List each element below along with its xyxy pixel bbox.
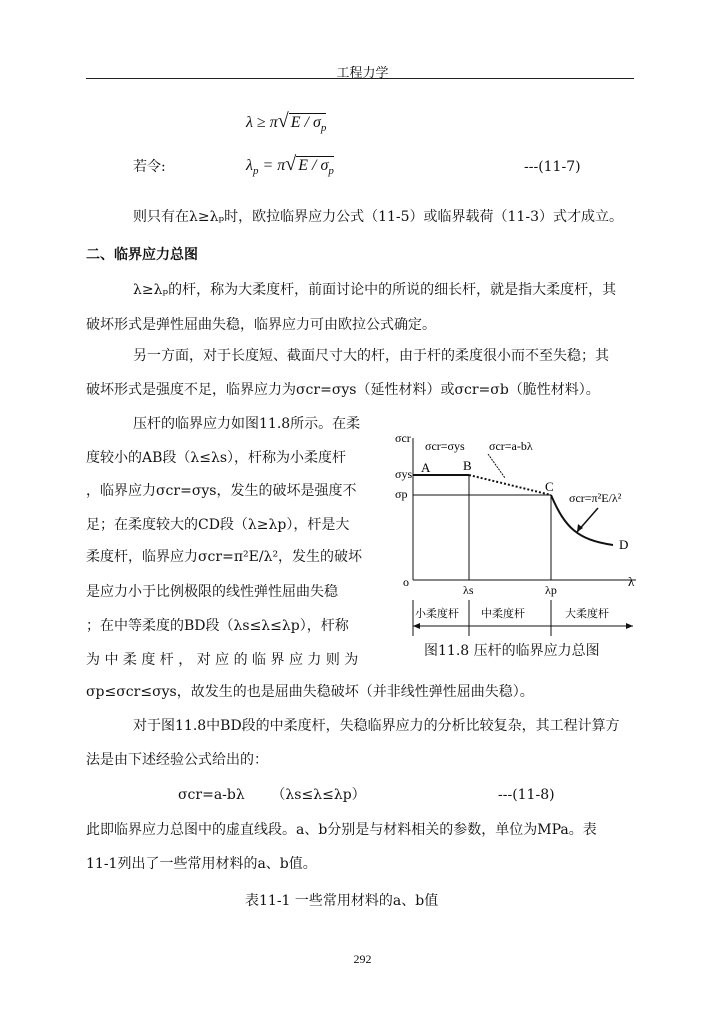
arrow-ab-label (488, 454, 505, 478)
label-sigma-ys: σcr=σys (425, 439, 465, 453)
point-c-label: C (545, 479, 554, 494)
paragraph-1-line-2: 破坏形式是弹性屈曲失稳，临界应力可由欧拉公式确定。 (86, 317, 436, 333)
section-heading: 二、临界应力总图 (86, 247, 198, 263)
formula-radicand: E / $\sigma_p$ (298, 157, 334, 178)
equation-11-8: σcr=a-bλ （λs≤λ≤λp） (178, 787, 366, 803)
bc-dotted-line (469, 475, 551, 495)
label-euler: σcr=π²E/λ² (569, 491, 622, 505)
region-large-label: 大柔度杆 (565, 607, 609, 620)
paragraph-3-line-6: 是应力小于比例极限的线性弹性屈曲失稳 (86, 584, 338, 600)
formula-lhs: λ ≥ π (246, 114, 278, 131)
region-arrowhead-left (413, 623, 420, 629)
point-a-label: A (421, 460, 431, 475)
equation-number-11-7: ---(11-7) (524, 159, 581, 175)
formula-radicand: E / $\sigma_p$ (290, 114, 327, 135)
point-b-label: B (463, 458, 472, 473)
lambda-p-label: λp (545, 583, 557, 597)
paragraph-4-line-1: 对于图11.8中BD段的中柔度杆，失稳临界应力的分析比较复杂，其工程计算方 (133, 718, 620, 734)
lambda-s-label: λs (463, 583, 474, 597)
paragraph-2-line-1: 另一方面，对于长度短、截面尺寸大的杆，由于杆的柔度很小而不至失稳；其 (133, 348, 609, 364)
x-axis-label: λ (628, 574, 635, 589)
paragraph-5-line-1: 此即临界应力总图中的虚直线段。a、b分别是与材料相关的参数，单位为MPa。表 (86, 822, 597, 838)
condition-sentence: 则只有在λ≥λₚ时，欧拉临界应力公式（11-5）或临界载荷（11-3）式才成立。 (133, 209, 623, 225)
paragraph-3-line-7: ；在中等柔度的BD段（λs≤λ≤λp），杆称 (86, 618, 349, 634)
paragraph-2-line-2: 破坏形式是强度不足，临界应力为σcr=σys（延性材料）或σcr=σb（脆性材料）。 (86, 382, 600, 398)
paragraph-5-line-2: 11-1列出了一些常用材料的a、b值。 (86, 856, 317, 872)
paragraph-3-line-5: 柔度杆，临界应力σcr=π²E/λ²，发生的破坏 (86, 549, 363, 565)
paragraph-3-line-3: ，临界应力σcr=σys，发生的破坏是强度不 (86, 483, 357, 499)
formula-lambda-inequality: λ ≥ π√ E / $\sigma_p$ (246, 110, 327, 135)
paragraph-1-line-1: λ≥λₚ的杆，称为大柔度杆，前面讨论中的所说的细长杆，就是指大柔度杆，其 (133, 282, 617, 298)
region-small-label: 小柔度杆 (415, 607, 459, 620)
critical-stress-diagram (393, 428, 643, 668)
paragraph-3-line-1: 压杆的临界应力如图11.8所示。在柔 (133, 416, 361, 432)
page-number: 292 (353, 952, 372, 966)
paragraph-3-line-2: 度较小的AB段（λ≤λs），杆称为小柔度杆 (86, 450, 347, 466)
ruoling-label: 若令: (133, 159, 166, 175)
point-d-label: D (619, 537, 629, 552)
header-rule (86, 78, 634, 79)
paragraph-4-line-2: 法是由下述经验公式给出的： (86, 752, 268, 768)
table-caption: 表11-1 一些常用材料的a、b值 (245, 893, 439, 909)
paragraph-3-line-8: 为 中 柔 度 杆 ， 对 应 的 临 界 应 力 则 为 (86, 652, 359, 668)
sigma-ys-label: σys (395, 467, 413, 481)
paragraph-3-line-4: 足；在柔度较大的CD段（λ≥λp），杆是大 (86, 517, 350, 533)
figure-caption: 图11.8 压杆的临界应力总图 (424, 643, 600, 659)
paragraph-3-line-9: σp≤σcr≤σys，故发生的也是屈曲失稳破坏（并非线性弹性屈曲失稳）。 (86, 684, 534, 700)
region-arrowhead-right (626, 623, 633, 629)
label-a-b-lambda: σcr=a-bλ (489, 439, 533, 453)
equation-number-11-8: ---(11-8) (498, 787, 555, 803)
sigma-p-label: σp (395, 487, 408, 501)
formula-lambda-p: $\lambda_p = \pi√$ E / $\sigma_p$ (246, 153, 334, 178)
running-header: 工程力学 (336, 66, 389, 81)
region-mid-label: 中柔度杆 (481, 607, 525, 620)
y-axis-label: σcr (395, 431, 411, 445)
origin-label: o (403, 575, 409, 589)
